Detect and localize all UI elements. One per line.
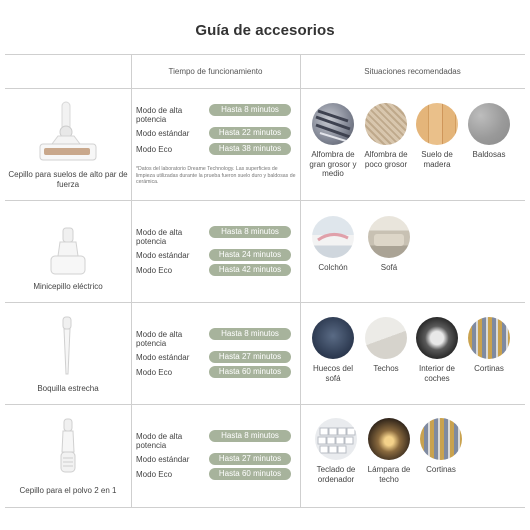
divider	[5, 88, 525, 89]
keyboard-image	[315, 418, 357, 460]
surface-label: Alfombra de gran grosor y medio	[309, 150, 357, 178]
sofa-image	[368, 216, 410, 258]
mode-label: Modo de alta potencia	[136, 228, 183, 246]
surface-label: Baldosas	[472, 150, 506, 159]
curtains-image	[420, 418, 462, 460]
runtime-badge: Hasta 60 minutos	[209, 468, 291, 480]
ceiling-image	[365, 317, 407, 359]
runtime-badge: Hasta 8 minutos	[209, 328, 291, 340]
surface-item	[364, 216, 414, 273]
runtime-badge: Hasta 8 minutos	[209, 430, 291, 442]
divider	[5, 507, 525, 508]
surface-label: Techos	[373, 364, 399, 373]
surface-item	[464, 103, 514, 160]
surface-item	[308, 216, 358, 273]
dust-brush-image	[58, 418, 78, 474]
mode-label: Modo de alta potencia	[136, 330, 183, 348]
mode-label: Modo de alta potencia	[136, 432, 183, 450]
surface-item	[464, 317, 514, 374]
surface-label: Suelo de madera	[421, 150, 453, 169]
runtime-badge: Hasta 8 minutos	[209, 226, 291, 238]
surface-item	[311, 418, 361, 484]
surface-label: Colchón	[318, 263, 348, 272]
page-title: Guía de accesorios	[195, 22, 335, 39]
surface-item	[308, 317, 358, 383]
product-name: Cepillo para el polvo 2 en 1	[19, 486, 117, 495]
column-header-runtime: Tiempo de funcionamiento	[168, 67, 263, 76]
product-name: Minicepillo eléctrico	[33, 282, 103, 291]
surface-label: Alfombra de poco grosor	[364, 150, 408, 169]
surface-item	[364, 418, 414, 484]
footnote: *Datos del laboratorio Dreame Technology. Las superficies de limpieza utilizadas durante la prueba fueron suelo duro y baldosas de cerámica.	[136, 166, 296, 185]
runtime-badge: Hasta 8 minutos	[209, 104, 291, 116]
ceiling-lamp-image	[368, 418, 410, 460]
mode-label: Modo estándar	[136, 129, 190, 138]
divider	[5, 200, 525, 201]
surface-item	[308, 103, 358, 179]
curtains-image	[468, 317, 510, 359]
surface-label: Interior de coches	[418, 364, 456, 383]
surface-item	[416, 418, 466, 475]
surface-label: Teclado de ordenador	[316, 465, 356, 484]
product-name: Boquilla estrecha	[37, 384, 99, 393]
surface-label: Huecos del sofá	[312, 364, 354, 383]
thick-carpet-image	[312, 103, 354, 145]
divider	[131, 54, 132, 508]
divider	[5, 302, 525, 303]
surface-item	[361, 317, 411, 374]
mode-label: Modo estándar	[136, 455, 190, 464]
mode-label: Modo Eco	[136, 145, 173, 154]
divider	[5, 54, 525, 55]
surface-label: Cortinas	[426, 465, 456, 474]
thin-carpet-image	[365, 103, 407, 145]
car-interior-image	[416, 317, 458, 359]
mini-brush-image	[48, 226, 88, 278]
mode-label: Modo estándar	[136, 251, 190, 260]
surface-item	[361, 103, 411, 169]
divider	[5, 404, 525, 405]
mode-label: Modo Eco	[136, 470, 173, 479]
mode-label: Modo de alta potencia	[136, 106, 183, 124]
sofa-gap-image	[312, 317, 354, 359]
column-header-situations: Situaciones recomendadas	[364, 67, 461, 76]
divider	[300, 54, 301, 508]
runtime-badge: Hasta 27 minutos	[209, 453, 291, 465]
tile-floor-image	[468, 103, 510, 145]
runtime-badge: Hasta 22 minutos	[209, 127, 291, 139]
surface-label: Cortinas	[474, 364, 504, 373]
mattress-image	[312, 216, 354, 258]
mode-label: Modo estándar	[136, 353, 190, 362]
surface-label: Lámpara de techo	[367, 465, 411, 484]
floor-brush-image	[38, 100, 98, 165]
crevice-tool-image	[60, 316, 74, 376]
wood-floor-image	[416, 103, 458, 145]
runtime-badge: Hasta 38 minutos	[209, 143, 291, 155]
mode-label: Modo Eco	[136, 368, 173, 377]
mode-label: Modo Eco	[136, 266, 173, 275]
runtime-badge: Hasta 24 minutos	[209, 249, 291, 261]
product-name: Cepillo para suelos de alto par de fuerza	[8, 170, 128, 189]
surface-label: Sofá	[380, 263, 398, 272]
runtime-badge: Hasta 42 minutos	[209, 264, 291, 276]
runtime-badge: Hasta 27 minutos	[209, 351, 291, 363]
surface-item	[412, 103, 462, 169]
surface-item	[412, 317, 462, 383]
runtime-badge: Hasta 60 minutos	[209, 366, 291, 378]
